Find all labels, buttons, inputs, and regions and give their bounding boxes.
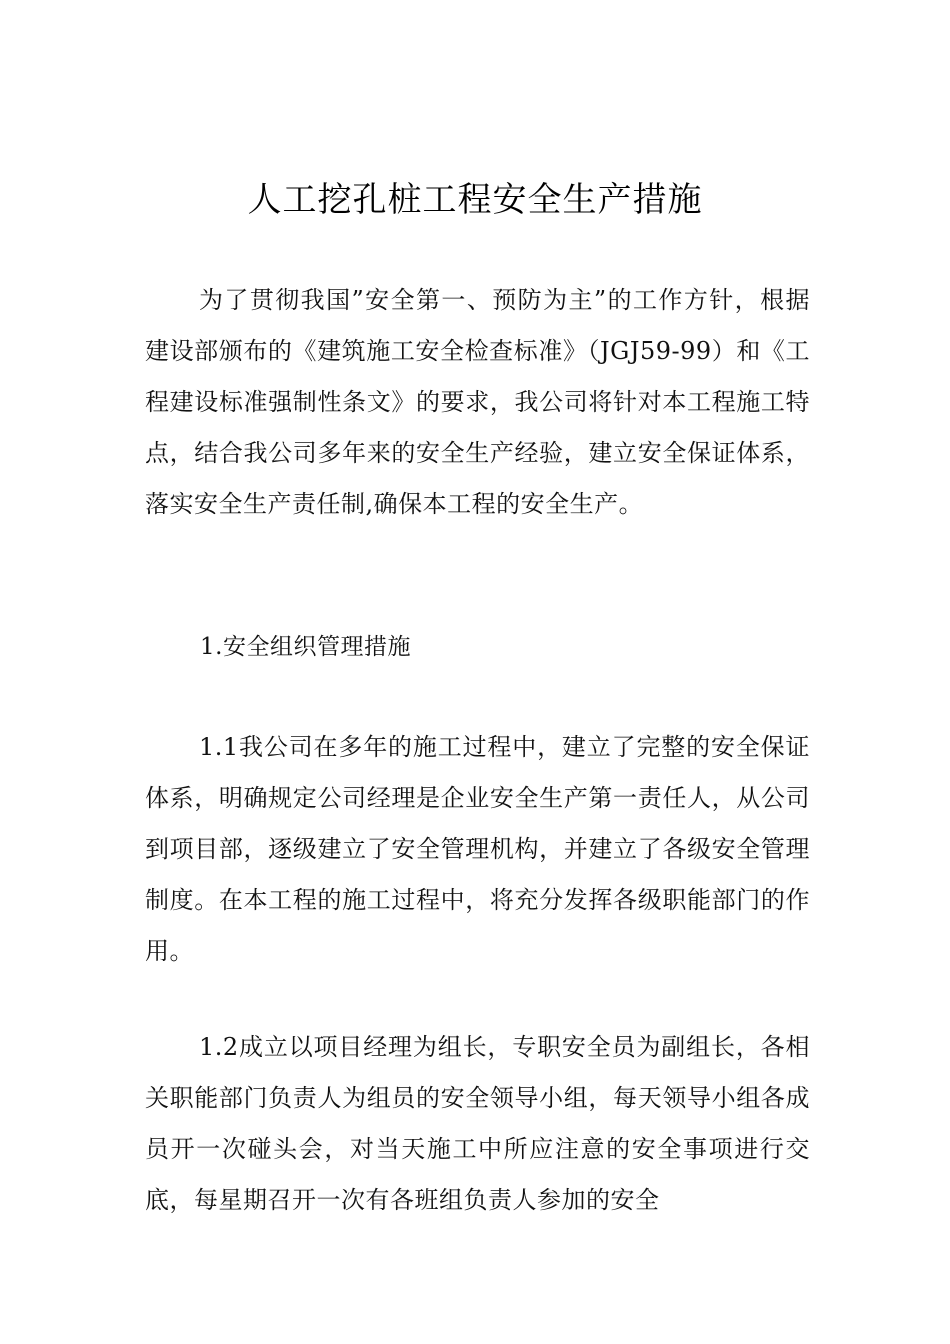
intro-paragraph: 为了贯彻我国”安全第一、预防为主”的工作方针，根据建设部颁布的《建筑施工安全检查标准》（JGJ59-99）和《工程建设标准强制性条文》的要求，我公司将针对本工程施工特点，结合我公司多年来的安全生产经验，建立安全保证体系，落实安全生产责任制,确保本工程的安全生产。 — [145, 286, 810, 518]
section-1-2-paragraph: 1.2成立以项目经理为组长，专职安全员为副组长，各相关职能部门负责人为组员的安全领导小组，每天领导小组各成员开一次碰头会，对当天施工中所应注意的安全事项进行交底，每星期召开一次有各班组负责人参加的安全 — [145, 1033, 810, 1214]
section-1-1-paragraph: 1.1我公司在多年的施工过程中，建立了完整的安全保证体系，明确规定公司经理是企业安全生产第一责任人，从公司到项目部，逐级建立了安全管理机构，并建立了各级安全管理制度。在本工程的施工过程中，将充分发挥各级职能部门的作用。 — [145, 733, 810, 965]
section-1-heading: 1.安全组织管理措施 — [200, 634, 411, 660]
document-title: 人工挖孔桩工程安全生产措施 — [247, 180, 703, 220]
